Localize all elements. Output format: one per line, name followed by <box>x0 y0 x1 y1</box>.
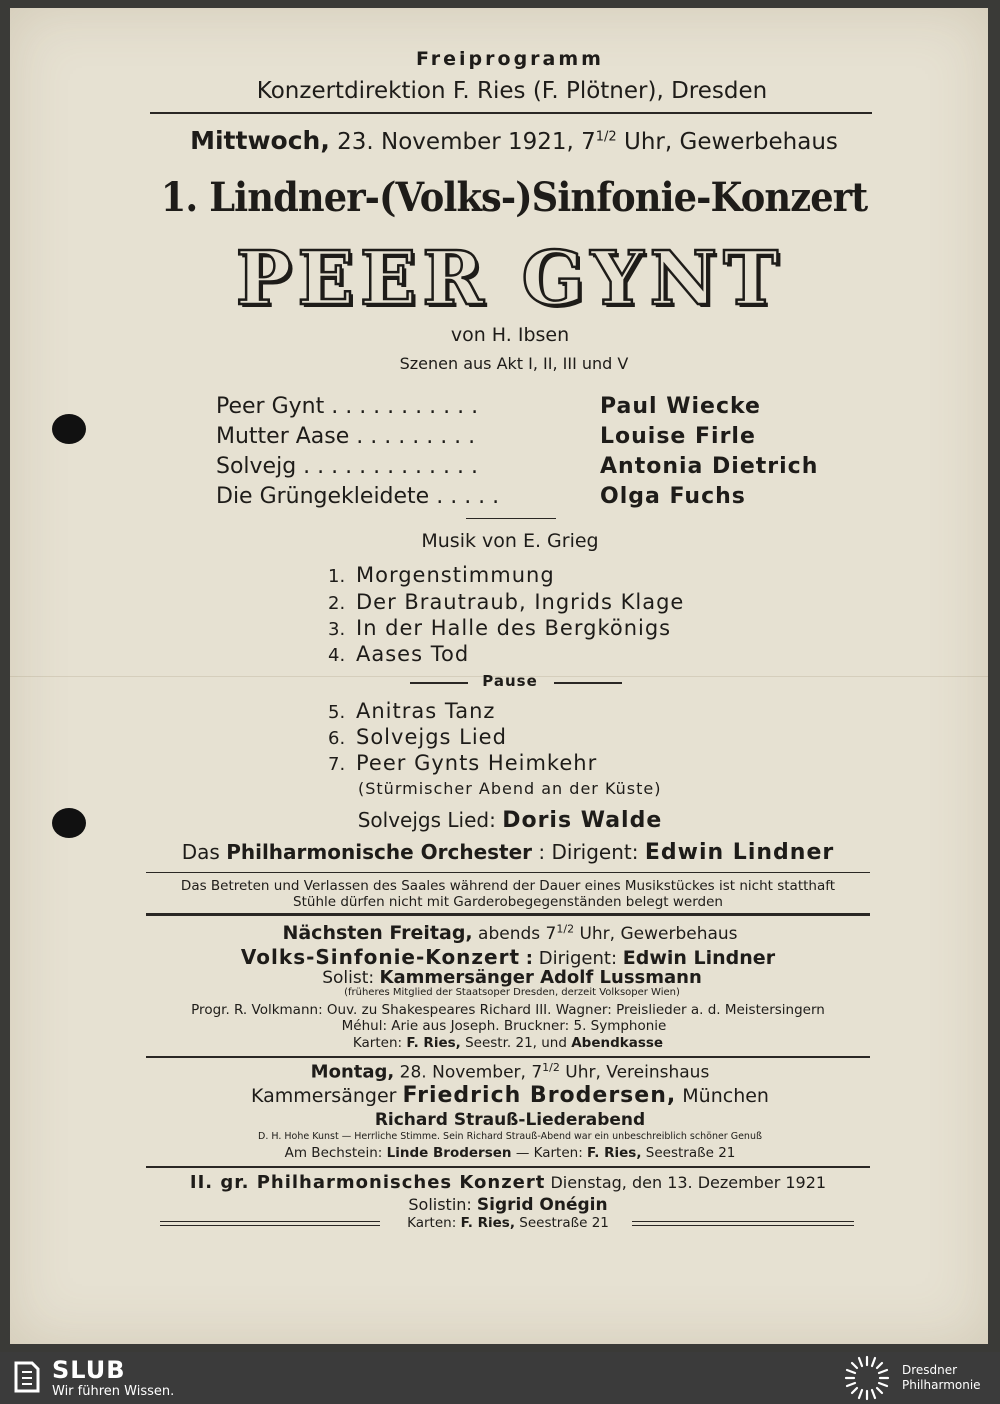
next1-tickets-addr: Seestr. 21, und <box>465 1035 567 1051</box>
next2-piano: Linde Brodersen <box>386 1145 512 1161</box>
next1-program-line: Méhul: Arie aus Joseph. Bruckner: 5. Symphonie <box>341 1018 667 1034</box>
time-fraction: 1/2 <box>556 922 575 936</box>
cast-role: Solvejg . . . . . . . . . . . . . <box>216 454 478 479</box>
next2-city: München <box>682 1085 769 1107</box>
event-date: 23. November 1921, 7 <box>337 129 596 155</box>
event-venue: Uhr, Gewerbehaus <box>624 129 838 155</box>
author-line: von H. Ibsen <box>450 324 570 346</box>
next1-date-line <box>10 922 1000 944</box>
program-title: Aases Tod <box>356 642 470 666</box>
next2-time: 28. November, 7 <box>399 1062 543 1083</box>
next3-tickets-addr: Seestraße 21 <box>519 1215 609 1231</box>
cast-role: Die Grüngekleidete . . . . . <box>216 484 500 509</box>
next1-tickets-seller: F. Ries, <box>406 1035 461 1051</box>
next1-time: abends 7 <box>478 924 557 944</box>
next3-tickets-seller: F. Ries, <box>460 1215 515 1231</box>
slub-tagline: Wir führen Wissen. <box>52 1384 175 1399</box>
cast-actor: Olga Fuchs <box>600 484 746 509</box>
next2-quote: D. H. Hohe Kunst — Herrliche Stimme. Sein Richard Strauß-Abend war ein unbeschreiblich schöner Genuß <box>258 1131 762 1142</box>
event-date-line <box>14 126 1000 155</box>
next2-tickets-label: — Karten: <box>515 1145 583 1161</box>
program-number: 6. <box>328 728 346 749</box>
solvejg-lied-singer: Doris Walde <box>502 808 663 833</box>
next3-title: II. gr. Philharmonisches Konzert <box>189 1172 546 1193</box>
next2-artist: Friedrich Brodersen, <box>402 1083 677 1108</box>
scenes-line: Szenen aus Akt I, II, III und V <box>399 354 629 373</box>
time-fraction: 1/2 <box>595 129 617 145</box>
divider <box>466 518 556 519</box>
next1-title: Volks-Sinfonie-Konzert <box>240 945 521 969</box>
divider <box>146 1166 870 1168</box>
program-number: 3. <box>328 619 346 640</box>
next2-title: Richard Strauß-Liederabend <box>374 1110 646 1130</box>
next1-soloist: Kammersänger Adolf Lussmann <box>379 967 702 988</box>
agency-line: Konzertdirektion F. Ries (F. Plötner), Dresden <box>256 78 768 104</box>
next1-conductor: Edwin Lindner <box>622 947 776 969</box>
next1-tickets-box: Abendkasse <box>571 1035 664 1051</box>
next2-prefix: Kammersänger <box>251 1085 397 1107</box>
next1-conductor-label: Dirigent: <box>538 948 618 969</box>
program-number: 4. <box>328 645 346 666</box>
concert-title: 1. Lindner-(Volks-)Sinfonie-Konzert <box>160 174 868 221</box>
divider <box>146 913 870 916</box>
freiprogramm-label: Freiprogramm <box>416 48 604 70</box>
next3-soloist: Sigrid Onégin <box>476 1195 608 1215</box>
solvejg-lied-line <box>10 808 1000 833</box>
next1-soloist-label: Solist: <box>322 968 375 988</box>
next3-soloist-line <box>8 1195 1000 1215</box>
notice-line: Das Betreten und Verlassen des Saales während der Dauer eines Musikstückes ist nicht statthaft <box>180 878 836 894</box>
next3-tickets-label: Karten: <box>407 1215 457 1231</box>
program-title: Der Brautraub, Ingrids Klage <box>356 590 685 614</box>
orchestra-conductor: Edwin Lindner <box>644 840 835 865</box>
double-rule-right <box>632 1221 854 1222</box>
footer-bar <box>0 1352 1000 1404</box>
divider <box>150 112 872 114</box>
cast-role: Peer Gynt . . . . . . . . . . . <box>216 394 479 419</box>
program-number: 5. <box>328 702 346 723</box>
next1-tickets-label: Karten: <box>352 1035 403 1051</box>
program-title: Peer Gynts Heimkehr <box>356 751 598 775</box>
next1-venue: Uhr, Gewerbehaus <box>579 924 738 944</box>
program-subtitle: (Stürmischer Abend an der Küste) <box>358 779 662 798</box>
program-title: Morgenstimmung <box>356 563 555 587</box>
next1-tickets-line <box>8 1035 1000 1051</box>
next1-day: Nächsten Freitag, <box>282 922 473 944</box>
program-number: 2. <box>328 593 346 614</box>
work-title: PEER GYNT <box>235 236 785 322</box>
next2-tickets-addr: Seestraße 21 <box>645 1145 736 1161</box>
cast-actor: Paul Wiecke <box>600 394 761 419</box>
philharmonie-logo-icon <box>842 1355 892 1401</box>
program-title: In der Halle des Bergkönigs <box>356 616 672 640</box>
program-number: 7. <box>328 754 346 775</box>
philharmonie-name-line1: Dresdner <box>902 1363 958 1377</box>
divider <box>146 872 870 873</box>
orchestra-line <box>8 840 1000 865</box>
philharmonie-name-line2: Philharmonie <box>902 1378 981 1392</box>
program-title: Anitras Tanz <box>356 699 496 723</box>
cast-actor: Louise Firle <box>600 424 756 449</box>
pause-rule-right <box>554 682 622 684</box>
next2-date-line <box>10 1061 1000 1083</box>
event-day: Mittwoch, <box>190 126 330 155</box>
next2-tickets-seller: F. Ries, <box>587 1145 642 1161</box>
program-title: Solvejgs Lied <box>356 725 507 749</box>
time-fraction: 1/2 <box>542 1061 560 1074</box>
cast-actor: Antonia Dietrich <box>600 454 819 479</box>
next1-soloist-note: (früheres Mitglied der Staatsoper Dresden, derzeit Volksoper Wien) <box>344 987 680 998</box>
divider <box>146 1056 870 1058</box>
next3-title-line <box>8 1172 1000 1193</box>
next3-soloist-label: Solistin: <box>408 1195 472 1214</box>
pause-label: Pause <box>482 672 538 690</box>
next2-piano-line <box>10 1145 1000 1161</box>
next1-program-line: Progr. R. Volkmann: Ouv. zu Shakespeares Richard III. Wagner: Preislieder a. d. Meistersingern <box>191 1002 825 1018</box>
notice-line: Stühle dürfen nicht mit Garderobegegenständen belegt werden <box>293 894 723 910</box>
orchestra-conductor-label: : Dirigent: <box>538 840 639 864</box>
orchestra-prefix: Das <box>181 840 220 864</box>
next3-tickets-line <box>8 1215 1000 1231</box>
next1-title-line <box>8 945 1000 969</box>
next1-soloist-line <box>12 967 1000 988</box>
slub-name[interactable]: SLUB <box>52 1356 126 1384</box>
next2-day: Montag, <box>310 1061 395 1083</box>
cast-role: Mutter Aase . . . . . . . . . <box>216 424 476 449</box>
next2-venue: Uhr, Vereinshaus <box>565 1062 710 1083</box>
next2-piano-label: Am Bechstein: <box>284 1145 383 1161</box>
next3-date: Dienstag, den 13. Dezember 1921 <box>550 1173 827 1192</box>
punch-hole <box>52 414 86 444</box>
solvejg-lied-label: Solvejgs Lied: <box>357 808 496 832</box>
slub-logo-icon <box>12 1360 42 1394</box>
orchestra-name: Philharmonische Orchester <box>226 840 533 864</box>
program-number: 1. <box>328 566 346 587</box>
music-by: Musik von E. Grieg <box>421 530 599 552</box>
next2-artist-line <box>10 1083 1000 1108</box>
next1-sep: : <box>525 948 533 969</box>
